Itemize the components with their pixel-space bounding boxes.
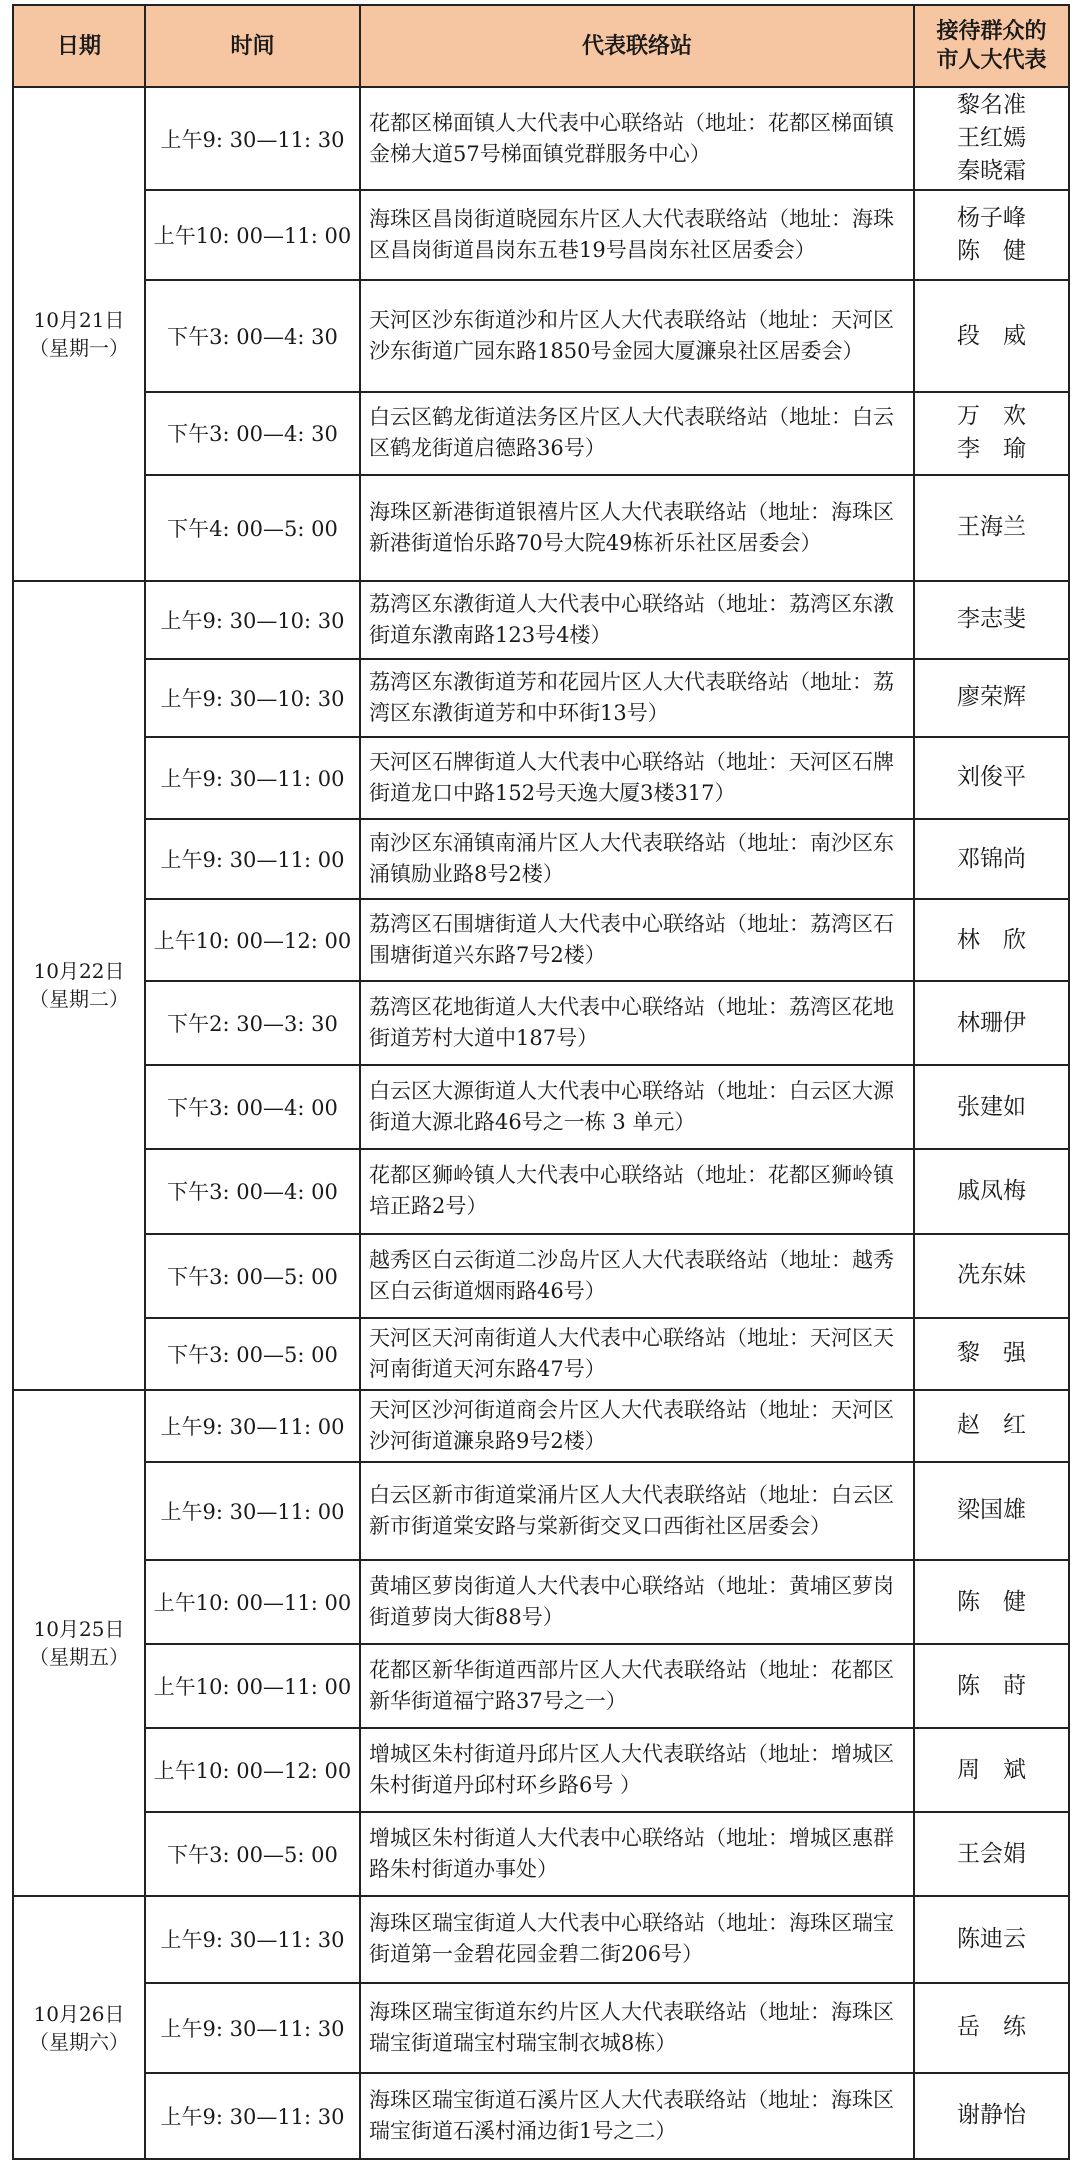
- table-row: [13, 1560, 1069, 1644]
- table-row: [13, 1983, 1069, 2073]
- representatives-cell: [914, 1149, 1069, 1233]
- representative-name: 张建如: [957, 1093, 1026, 1120]
- reception-schedule-table: [12, 4, 1070, 2160]
- station-cell: 海珠区瑞宝街道人大代表中心联络站（地址：海珠区瑞宝街道第一金碧花园金碧二街206号）: [360, 1896, 914, 1982]
- time-cell: 下午3: 00—4: 30: [145, 280, 360, 392]
- representatives-cell: [914, 280, 1069, 392]
- time-cell: 下午4: 00—5: 00: [145, 475, 360, 581]
- header-time: 时间: [145, 5, 360, 87]
- representative-name: 李志斐: [957, 606, 1026, 633]
- table-row: [13, 87, 1069, 190]
- date-cell: [13, 1896, 145, 2159]
- time-cell: 下午3: 00—5: 00: [145, 1234, 360, 1318]
- station-cell: 海珠区瑞宝街道石溪片区人大代表联络站（地址：海珠区瑞宝街道石溪村涌边街1号之二）: [360, 2073, 914, 2159]
- representative-name: 邓锦尚: [957, 845, 1026, 872]
- table-row: [13, 1390, 1069, 1462]
- table-row: [13, 1318, 1069, 1390]
- representatives-cell: [914, 1318, 1069, 1390]
- weekday-label: （星期一）: [29, 335, 129, 360]
- schedule-body: [13, 87, 1069, 2159]
- representatives-cell: [914, 819, 1069, 899]
- table-row: [13, 1644, 1069, 1728]
- representatives-cell: [914, 1728, 1069, 1812]
- representative-name: 赵 红: [957, 1412, 1026, 1439]
- time-cell: 上午10: 00—12: 00: [145, 899, 360, 981]
- station-cell: 花都区梯面镇人大代表中心联络站（地址：花都区梯面镇金梯大道57号梯面镇党群服务中心）: [360, 87, 914, 190]
- station-cell: 天河区天河南街道人大代表中心联络站（地址：天河区天河南街道天河东路47号）: [360, 1318, 914, 1390]
- table-row: [13, 1065, 1069, 1149]
- representative-name: 黎名准: [957, 92, 1026, 119]
- header-row: [13, 5, 1069, 87]
- representative-name: 岳 练: [957, 2014, 1026, 2041]
- representative-name: 林 欣: [957, 926, 1026, 953]
- time-cell: 下午3: 00—4: 30: [145, 392, 360, 474]
- station-cell: 天河区沙东街道沙和片区人大代表联络站（地址：天河区沙东街道广园东路1850号金园大厦濂泉社区居委会）: [360, 280, 914, 392]
- representative-name: 陈 莳: [957, 1672, 1026, 1699]
- station-cell: 荔湾区石围塘街道人大代表中心联络站（地址：荔湾区石围塘街道兴东路7号2楼）: [360, 899, 914, 981]
- representative-name: 黎 强: [957, 1340, 1026, 1367]
- table-row: [13, 1234, 1069, 1318]
- representatives-cell: [914, 581, 1069, 659]
- station-cell: 花都区狮岭镇人大代表中心联络站（地址：花都区狮岭镇培正路2号）: [360, 1149, 914, 1233]
- representative-name: 陈迪云: [957, 1925, 1026, 1952]
- representative-name: 林珊伊: [957, 1009, 1026, 1036]
- representatives-cell: [914, 1812, 1069, 1896]
- table-row: [13, 899, 1069, 981]
- representatives-cell: [914, 190, 1069, 280]
- time-cell: 下午3: 00—4: 00: [145, 1149, 360, 1233]
- station-cell: 越秀区白云街道二沙岛片区人大代表联络站（地址：越秀区白云街道烟雨路46号）: [360, 1234, 914, 1318]
- station-cell: 增城区朱村街道丹邱片区人大代表联络站（地址：增城区朱村街道丹邱村环乡路6号 ）: [360, 1728, 914, 1812]
- station-cell: 海珠区新港街道银禧片区人大代表联络站（地址：海珠区新港街道怡乐路70号大院49栋祈乐社区居委会）: [360, 475, 914, 581]
- header-station: 代表联络站: [360, 5, 914, 87]
- representative-name: 梁国雄: [957, 1497, 1026, 1524]
- station-cell: 海珠区昌岗街道晓园东片区人大代表联络站（地址：海珠区昌岗街道昌岗东五巷19号昌岗东社区居委会）: [360, 190, 914, 280]
- representative-name: 戚凤梅: [957, 1177, 1026, 1204]
- representative-name: 段 威: [957, 322, 1026, 349]
- table-row: [13, 737, 1069, 819]
- date-label: 10月21日: [33, 307, 125, 332]
- station-cell: 黄埔区萝岗街道人大代表中心联络站（地址：黄埔区萝岗街道萝岗大街88号）: [360, 1560, 914, 1644]
- table-row: [13, 2073, 1069, 2159]
- date-label: 10月22日: [33, 959, 125, 984]
- representative-name: 陈 健: [957, 238, 1026, 265]
- representatives-cell: [914, 2073, 1069, 2159]
- time-cell: 上午9: 30—11: 00: [145, 819, 360, 899]
- representatives-cell: [914, 87, 1069, 190]
- representatives-cell: [914, 981, 1069, 1065]
- representatives-cell: [914, 1234, 1069, 1318]
- representative-name: 陈 健: [957, 1588, 1026, 1615]
- time-cell: 上午9: 30—11: 30: [145, 1983, 360, 2073]
- date-label: 10月25日: [33, 1617, 125, 1642]
- header-date: 日期: [13, 5, 145, 87]
- weekday-label: （星期二）: [29, 987, 129, 1012]
- station-cell: 荔湾区东漖街道芳和花园片区人大代表联络站（地址：荔湾区东漖街道芳和中环街13号）: [360, 659, 914, 737]
- representative-name: 周 斌: [957, 1756, 1026, 1783]
- table-row: [13, 1149, 1069, 1233]
- time-cell: 上午10: 00—11: 00: [145, 1644, 360, 1728]
- weekday-label: （星期五）: [29, 1645, 129, 1670]
- table-row: [13, 280, 1069, 392]
- table-row: [13, 1812, 1069, 1896]
- representatives-cell: [914, 1390, 1069, 1462]
- time-cell: 上午9: 30—11: 30: [145, 1896, 360, 1982]
- station-cell: 天河区沙河街道商会片区人大代表联络站（地址：天河区沙河街道濂泉路9号2楼）: [360, 1390, 914, 1462]
- time-cell: 下午3: 00—5: 00: [145, 1812, 360, 1896]
- table-row: [13, 475, 1069, 581]
- time-cell: 上午9: 30—11: 00: [145, 1462, 360, 1560]
- representative-name: 廖荣辉: [957, 684, 1026, 711]
- table-row: [13, 819, 1069, 899]
- table-row: [13, 1896, 1069, 1982]
- time-cell: 上午9: 30—11: 00: [145, 1390, 360, 1462]
- date-cell: [13, 1390, 145, 1897]
- table-row: [13, 1462, 1069, 1560]
- representative-name: 李 瑜: [957, 436, 1026, 463]
- station-cell: 荔湾区花地街道人大代表中心联络站（地址：荔湾区花地街道芳村大道中187号）: [360, 981, 914, 1065]
- table-row: [13, 981, 1069, 1065]
- representatives-cell: [914, 1644, 1069, 1728]
- time-cell: 上午10: 00—11: 00: [145, 1560, 360, 1644]
- representative-name: 万 欢: [957, 403, 1026, 430]
- representative-name: 王海兰: [957, 514, 1026, 541]
- date-cell: [13, 87, 145, 581]
- time-cell: 上午9: 30—11: 30: [145, 2073, 360, 2159]
- time-cell: 上午10: 00—11: 00: [145, 190, 360, 280]
- station-cell: 南沙区东涌镇南涌片区人大代表联络站（地址：南沙区东涌镇励业路8号2楼）: [360, 819, 914, 899]
- representative-name: 王红嫣: [957, 125, 1026, 152]
- time-cell: 上午9: 30—10: 30: [145, 659, 360, 737]
- time-cell: 上午9: 30—11: 00: [145, 737, 360, 819]
- weekday-label: （星期六）: [29, 2029, 129, 2054]
- representative-name: 刘俊平: [957, 764, 1026, 791]
- date-cell: [13, 581, 145, 1390]
- station-cell: 白云区鹤龙街道法务区片区人大代表联络站（地址：白云区鹤龙街道启德路36号）: [360, 392, 914, 474]
- station-cell: 荔湾区东漖街道人大代表中心联络站（地址：荔湾区东漖街道东漖南路123号4楼）: [360, 581, 914, 659]
- table-row: [13, 190, 1069, 280]
- time-cell: 上午10: 00—12: 00: [145, 1728, 360, 1812]
- time-cell: 上午9: 30—10: 30: [145, 581, 360, 659]
- station-cell: 白云区新市街道棠涌片区人大代表联络站（地址：白云区新市街道棠安路与棠新街交叉口西街社区居委会）: [360, 1462, 914, 1560]
- table-row: [13, 392, 1069, 474]
- station-cell: 白云区大源街道人大代表中心联络站（地址：白云区大源街道大源北路46号之一栋 3 单元）: [360, 1065, 914, 1149]
- station-cell: 增城区朱村街道人大代表中心联络站（地址：增城区惠群路朱村街道办事处）: [360, 1812, 914, 1896]
- representatives-cell: [914, 1896, 1069, 1982]
- time-cell: 下午3: 00—4: 00: [145, 1065, 360, 1149]
- representative-name: 冼东妹: [957, 1262, 1026, 1289]
- representative-name: 秦晓霜: [957, 158, 1026, 185]
- time-cell: 下午2: 30—3: 30: [145, 981, 360, 1065]
- header-representatives: 接待群众的 市人大代表: [914, 5, 1069, 87]
- station-cell: 天河区石牌街道人大代表中心联络站（地址：天河区石牌街道龙口中路152号天逸大厦3楼317）: [360, 737, 914, 819]
- representative-name: 王会娟: [957, 1840, 1026, 1867]
- table-row: [13, 1728, 1069, 1812]
- table-row: [13, 581, 1069, 659]
- representatives-cell: [914, 1983, 1069, 2073]
- representatives-cell: [914, 392, 1069, 474]
- representatives-cell: [914, 1560, 1069, 1644]
- table-row: [13, 659, 1069, 737]
- station-cell: 花都区新华街道西部片区人大代表联络站（地址：花都区新华街道福宁路37号之一）: [360, 1644, 914, 1728]
- representative-name: 谢静怡: [957, 2102, 1026, 2129]
- representatives-cell: [914, 1065, 1069, 1149]
- representatives-cell: [914, 737, 1069, 819]
- representatives-cell: [914, 475, 1069, 581]
- representative-name: 杨子峰: [957, 205, 1026, 232]
- representatives-cell: [914, 899, 1069, 981]
- date-label: 10月26日: [33, 2001, 125, 2026]
- time-cell: 上午9: 30—11: 30: [145, 87, 360, 190]
- time-cell: 下午3: 00—5: 00: [145, 1318, 360, 1390]
- representatives-cell: [914, 659, 1069, 737]
- station-cell: 海珠区瑞宝街道东约片区人大代表联络站（地址：海珠区瑞宝街道瑞宝村瑞宝制衣城8栋）: [360, 1983, 914, 2073]
- representatives-cell: [914, 1462, 1069, 1560]
